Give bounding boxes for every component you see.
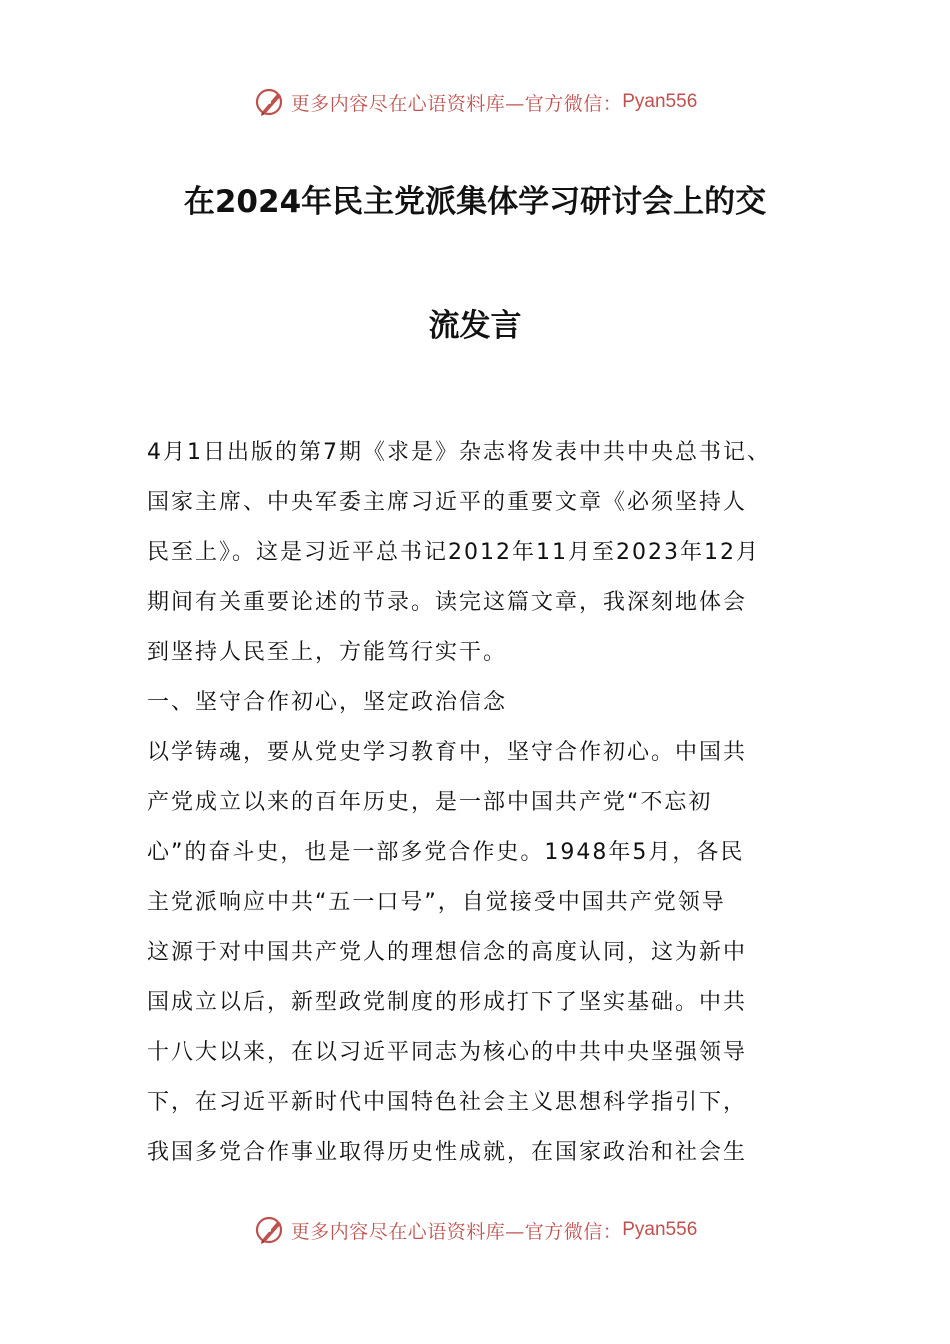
banner-text: 更多内容尽在心语资料库—官方微信： xyxy=(290,92,623,115)
document-body xyxy=(147,428,807,1178)
banner-text: 更多内容尽在心语资料库—官方微信： xyxy=(290,1220,623,1243)
body-line: 期间有关重要论述的节录。读完这篇文章，我深刻地体会 xyxy=(147,590,748,615)
body-line: 这源于对中国共产党人的理想信念的高度认同，这为新中 xyxy=(147,940,748,965)
body-line: 我国多党合作事业取得历史性成就，在国家政治和社会生 xyxy=(147,1140,748,1165)
footer-banner xyxy=(0,1210,950,1250)
section-heading: 一、坚守合作初心，坚定政治信念 xyxy=(147,690,508,715)
body-line: 以学铸魂，要从党史学习教育中，坚守合作初心。中国共 xyxy=(147,740,748,765)
document-title-line-1: 在2024年民主党派集体学习研讨会上的交 xyxy=(183,184,767,220)
pen-circle-icon xyxy=(253,85,287,119)
body-line: 主党派响应中共“五一口号”，自觉接受中国共产党领导 xyxy=(147,890,726,915)
body-line: 到坚持人民至上，方能笃行实干。 xyxy=(147,640,508,665)
body-line: 心”的奋斗史，也是一部多党合作史。1948年5月，各民 xyxy=(147,840,745,865)
body-line: 国成立以后，新型政党制度的形成打下了坚实基础。中共 xyxy=(147,990,748,1015)
body-line: 产党成立以来的百年历史，是一部中国共产党“不忘初 xyxy=(147,790,713,815)
body-line: 下，在习近平新时代中国特色社会主义思想科学指引下， xyxy=(147,1090,748,1115)
header-banner xyxy=(0,82,950,122)
body-line: 4月1日出版的第7期《求是》杂志将发表中共中央总书记、 xyxy=(147,440,771,465)
banner-wechat-handle: Pyan556 xyxy=(622,1219,698,1240)
body-line: 十八大以来，在以习近平同志为核心的中共中央坚强领导 xyxy=(147,1040,748,1065)
body-line: 民至上》。这是习近平总书记2012年11月至2023年12月 xyxy=(147,540,760,565)
document-title-line-2: 流发言 xyxy=(428,308,522,344)
banner-wechat-handle: Pyan556 xyxy=(622,91,698,112)
pen-circle-icon xyxy=(253,1213,287,1247)
body-line: 国家主席、中央军委主席习近平的重要文章《必须坚持人 xyxy=(147,490,748,515)
